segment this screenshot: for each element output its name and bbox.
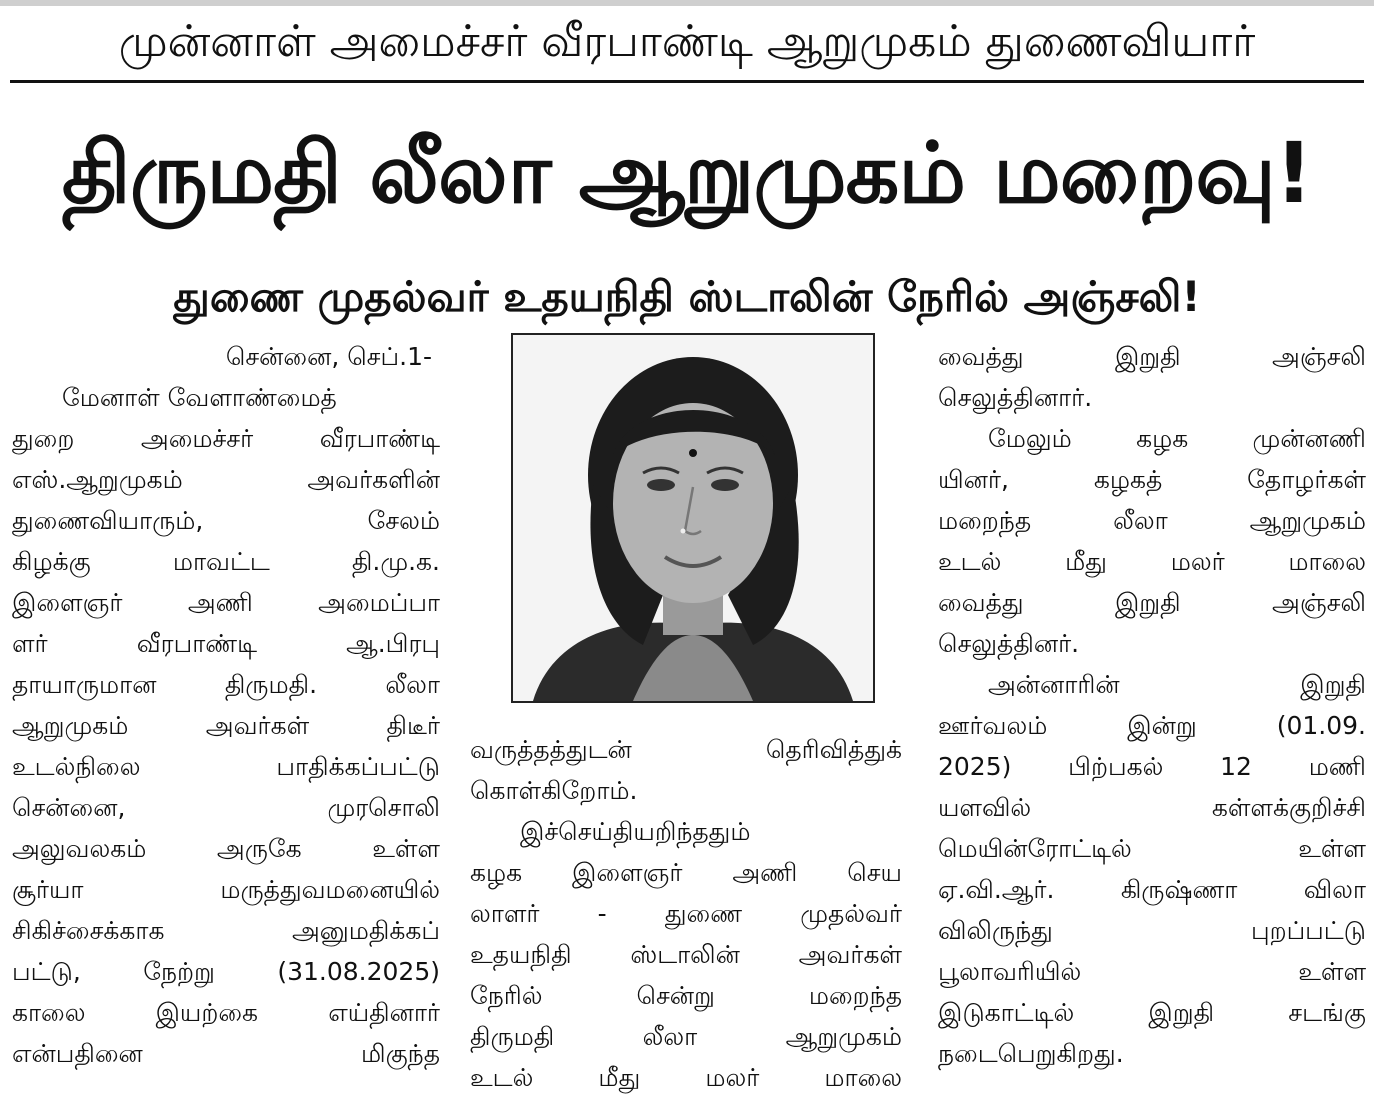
text-line: இச்செய்தியறிந்ததும் xyxy=(520,817,751,846)
text-line: ஊர்வலம் இன்று (01.09. xyxy=(938,711,1366,740)
text-line: உடல் மீது மலர் மாலை xyxy=(938,547,1366,576)
text-line: மறைந்த லீலா ஆறுமுகம் xyxy=(938,506,1366,535)
text-line: செலுத்தினார். xyxy=(938,383,1093,412)
text-line: மேலும் கழக முன்னணி xyxy=(988,424,1366,453)
text-line: தாயாருமான திருமதி. லீலா xyxy=(12,670,440,699)
dateline: சென்னை, செப்.1- xyxy=(225,342,432,371)
text-line: உடல்நிலை பாதிக்கப்பட்டு xyxy=(12,752,440,781)
text-line: வைத்து இறுதி அஞ்சலி xyxy=(938,342,1366,371)
text-line: அலுவலகம் அருகே உள்ள xyxy=(12,834,440,863)
text-line: நேரில் சென்று மறைந்த xyxy=(470,981,902,1010)
text-line: காலை இயற்கை எய்தினார் xyxy=(12,998,440,1027)
text-line: யினர், கழகத் தோழர்கள் xyxy=(938,465,1366,494)
kicker-divider xyxy=(10,80,1364,83)
text-line: பட்டு, நேற்று (31.08.2025) xyxy=(12,957,440,986)
text-line: அன்னாரின் இறுதி xyxy=(988,670,1366,699)
text-line: சென்னை, முரசொலி xyxy=(12,793,440,822)
text-line: வருத்தத்துடன் தெரிவித்துக் xyxy=(470,735,902,764)
portrait-illustration xyxy=(513,335,873,701)
text-line: உடல் மீது மலர் மாலை xyxy=(470,1063,902,1092)
text-line: கொள்கிறோம். xyxy=(470,776,638,805)
kicker-line: முன்னாள் அமைச்சர் வீரபாண்டி ஆறுமுகம் துணைவியார் xyxy=(118,16,1256,67)
text-line: திருமதி லீலா ஆறுமுகம் xyxy=(470,1022,902,1051)
article-column-1 xyxy=(12,336,440,1074)
text-line: கழக இளைஞர் அணி செய xyxy=(470,858,902,887)
text-line: விலிருந்து புறப்பட்டு xyxy=(938,916,1366,945)
text-line: கிழக்கு மாவட்ட தி.மு.க. xyxy=(12,547,440,576)
top-border xyxy=(0,0,1374,6)
portrait-photo xyxy=(511,333,875,703)
text-line: பூலாவரியில் உள்ள xyxy=(938,957,1366,986)
text-line: ஆறுமுகம் அவர்கள் திடீர் xyxy=(12,711,440,740)
text-line: 2025) பிற்பகல் 12 மணி xyxy=(938,752,1366,781)
text-line: ளர் வீரபாண்டி ஆ.பிரபு xyxy=(12,629,440,658)
text-line: செலுத்தினர். xyxy=(938,629,1080,658)
subheadline: துணை முதல்வர் உதயநிதி ஸ்டாலின் நேரில் அஞ்சலி! xyxy=(173,272,1201,321)
text-line: என்பதினை மிகுந்த xyxy=(12,1039,440,1068)
text-line: ஏ.வி.ஆர். கிருஷ்ணா விலா xyxy=(938,875,1366,904)
text-line: சிகிச்சைக்காக அனுமதிக்கப் xyxy=(12,916,440,945)
article-column-2 xyxy=(470,729,902,1098)
text-line: மெயின்ரோட்டில் உள்ள xyxy=(938,834,1366,863)
text-line: எஸ்.ஆறுமுகம் அவர்களின் xyxy=(12,465,440,494)
text-line: இடுகாட்டில் இறுதி சடங்கு xyxy=(938,998,1366,1027)
text-line: துறை அமைச்சர் வீரபாண்டி xyxy=(12,424,440,453)
text-line: உதயநிதி ஸ்டாலின் அவர்கள் xyxy=(470,940,902,969)
text-line: வைத்து இறுதி அஞ்சலி xyxy=(938,588,1366,617)
text-line: லாளர் - துணை முதல்வர் xyxy=(470,899,902,928)
text-line: துணைவியாரும், சேலம் xyxy=(12,506,440,535)
text-line: சூர்யா மருத்துவமனையில் xyxy=(12,875,440,904)
text-line: இளைஞர் அணி அமைப்பா xyxy=(12,588,440,617)
text-line: மேனாள் வேளாண்மைத் xyxy=(62,383,337,412)
headline: திருமதி லீலா ஆறுமுகம் மறைவு! xyxy=(61,124,1313,222)
article-column-3 xyxy=(938,336,1366,1074)
text-line: யளவில் கள்ளக்குறிச்சி xyxy=(938,793,1366,822)
text-line: நடைபெறுகிறது. xyxy=(938,1039,1124,1068)
